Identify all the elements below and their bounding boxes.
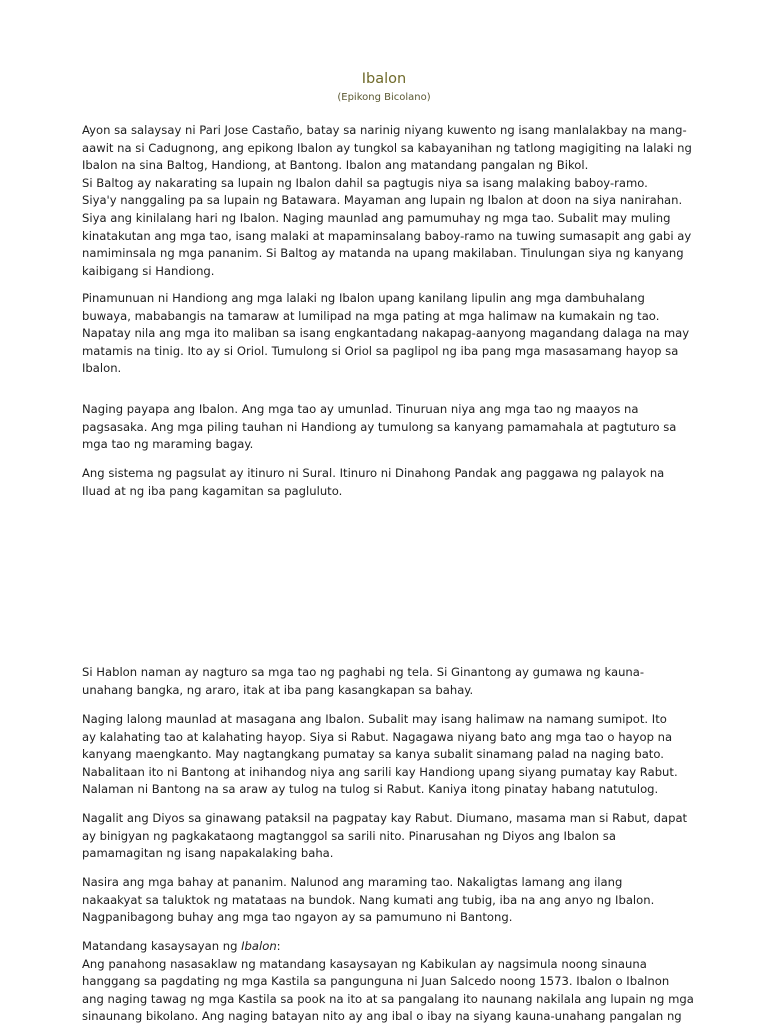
text-line: Pinamunuan ni Handiong ang mga lalaki ng Ibalon upang kanilang lipulin ang mga dambuhalang xyxy=(82,291,645,305)
text-line: ang naging tawag ng mga Kastila sa pook na ito at sa pangalang ito naunang nakilala ang lupain ng mga xyxy=(82,991,694,1006)
paragraph xyxy=(82,938,702,1024)
text-line: Nasira ang mga bahay at pananim. Nalunod ang maraming tao. Nakaligtas lamang ang ilang xyxy=(82,875,623,889)
text-line: Nalaman ni Bantong na sa araw ay tulog na tulog si Rabut. Kaniya itong pinatay habang natutulog. xyxy=(82,782,659,797)
paragraph xyxy=(82,711,702,799)
text-line: mga tao ng maraming bagay. xyxy=(82,437,254,452)
text-line: Si Baltog ay nakarating sa lupain ng Ibalon dahil sa pagtugis niya sa isang malaking baboy-ramo. xyxy=(82,175,648,190)
text-line: Naging payapa ang Ibalon. Ang mga tao ay umunlad. Tinuruan niya ang mga tao ng maayos na xyxy=(82,402,639,416)
text-line: sinaunang bikolano. Ang naging batayan nito ay ang ibal o ibay na siyang kauna-unahang pangalan ng xyxy=(82,1009,682,1024)
document-title: Ibalon xyxy=(361,71,407,87)
paragraph xyxy=(82,401,702,454)
text-line: Siya'y nanggaling pa sa lupain ng Batawara. Mayaman ang lupain ng Ibalon at doon na siya nanirahan. xyxy=(82,193,683,208)
text-line: Iluad at ng iba pang kagamitan sa pagluluto. xyxy=(82,483,343,498)
text-line: Ayon sa salaysay ni Pari Jose Castaño, batay sa narinig niyang kuwento ng isang manlalakbay na mang- xyxy=(82,123,687,137)
text-line: Ang sistema ng pagsulat ay itinuro ni Sural. Itinuro ni Dinahong Pandak ang paggawa ng palayok na xyxy=(82,466,665,480)
text-line: Nagpanibagong buhay ang mga tao ngayon ay sa pamumuno ni Bantong. xyxy=(82,910,513,925)
text-line: ay binigyan ng pagkakataong magtanggol sa sarili nito. Pinarusahan ng Diyos ang Ibalon sa xyxy=(82,828,616,843)
text-line: unahang bangka, ng araro, itak at iba pang kasangkapan sa bahay. xyxy=(82,682,474,697)
text-line: kaibigang si Handiong. xyxy=(82,263,215,278)
document-subtitle: (Epikong Bicolano) xyxy=(337,92,431,103)
text-line: Nagalit ang Diyos sa ginawang pataksil na pagpatay kay Rabut. Diumano, masama man si Rabut, dapat xyxy=(82,811,688,825)
paragraph xyxy=(82,810,702,863)
section-heading-italic: Ibalon xyxy=(241,939,277,953)
text-line: aawit na si Cadugnong, ang epikong Ibalon ay tungkol sa kabayanihan ng tatlong magigiting na lalaki ng xyxy=(82,140,692,155)
text-line: ay kalahating tao at kalahating hayop. Siya si Rabut. Nagagawa niyang bato ang mga tao o hayop na xyxy=(82,729,673,744)
paragraph xyxy=(82,290,702,378)
section-heading-prefix: Matandang kasaysayan ng xyxy=(82,939,242,953)
text-line: Ibalon na sina Baltog, Handiong, at Bantong. Ibalon ang matandang pangalan ng Bikol. xyxy=(82,158,589,173)
text-line: Napatay nila ang mga ito maliban sa isang engkantadang nakapag-aanyong magandang dalaga na may xyxy=(82,326,690,341)
text-line: Si Hablon naman ay nagturo sa mga tao ng paghabi ng tela. Si Ginantong ay gumawa ng kauna- xyxy=(82,665,645,679)
paragraph xyxy=(82,465,702,500)
text-line: Ibalon. xyxy=(82,361,122,376)
text-line: Ang panahong nasasaklaw ng matandang kasaysayan ng Kabikulan ay nagsimula noong sinauna xyxy=(82,956,647,971)
text-line: Siya ang kinilalang hari ng Ibalon. Naging maunlad ang pamumuhay ng mga tao. Subalit may muling xyxy=(82,210,671,225)
section-heading xyxy=(82,938,702,956)
text-line: hanggang sa pagdating ng mga Kastila sa pangunguna ni Juan Salcedo noong 1573. Ibalon o Ibalnon xyxy=(82,974,670,989)
text-line: nakaakyat sa taluktok ng matataas na bundok. Nang kumati ang tubig, iba na ang anyo ng Ibalon. xyxy=(82,892,655,907)
text-line: pagsasaka. Ang mga piling tauhan ni Handiong ay tumulong sa kanyang pamamahala at pagtuturo sa xyxy=(82,419,677,434)
text-line: kinatakutan ang mga tao, isang malaki at mapaminsalang baboy-ramo na tuwing sumasapit ang gabi ay xyxy=(82,228,692,243)
text-line: Nabalitaan ito ni Bantong at inihandog niya ang sarili kay Handiong upang siyang pumatay kay Rabut. xyxy=(82,764,678,779)
text-line: buwaya, mababangis na tamaraw at lumilipad na mga pating at mga halimaw na kumakain ng tao. xyxy=(82,308,660,323)
text-line: matamis na tinig. Ito ay si Oriol. Tumulong si Oriol sa paglipol ng iba pang mga masasamang hayop sa xyxy=(82,343,679,358)
text-line: namiminsala ng mga pananim. Si Baltog ay matanda na upang makilaban. Tinulungan siya ng kanyang xyxy=(82,246,684,261)
text-line: pamamagitan ng isang napakalaking baha. xyxy=(82,846,334,861)
text-line: kanyang maengkanto. May nagtangkang pumatay sa kanya subalit sinamang palad na naging bato. xyxy=(82,747,664,762)
paragraph xyxy=(82,874,702,927)
paragraph xyxy=(82,664,702,699)
section-heading-suffix: : xyxy=(276,939,281,953)
text-line: Naging lalong maunlad at masagana ang Ibalon. Subalit may isang halimaw na namang sumipot. Ito xyxy=(82,712,667,726)
paragraph xyxy=(82,122,702,280)
